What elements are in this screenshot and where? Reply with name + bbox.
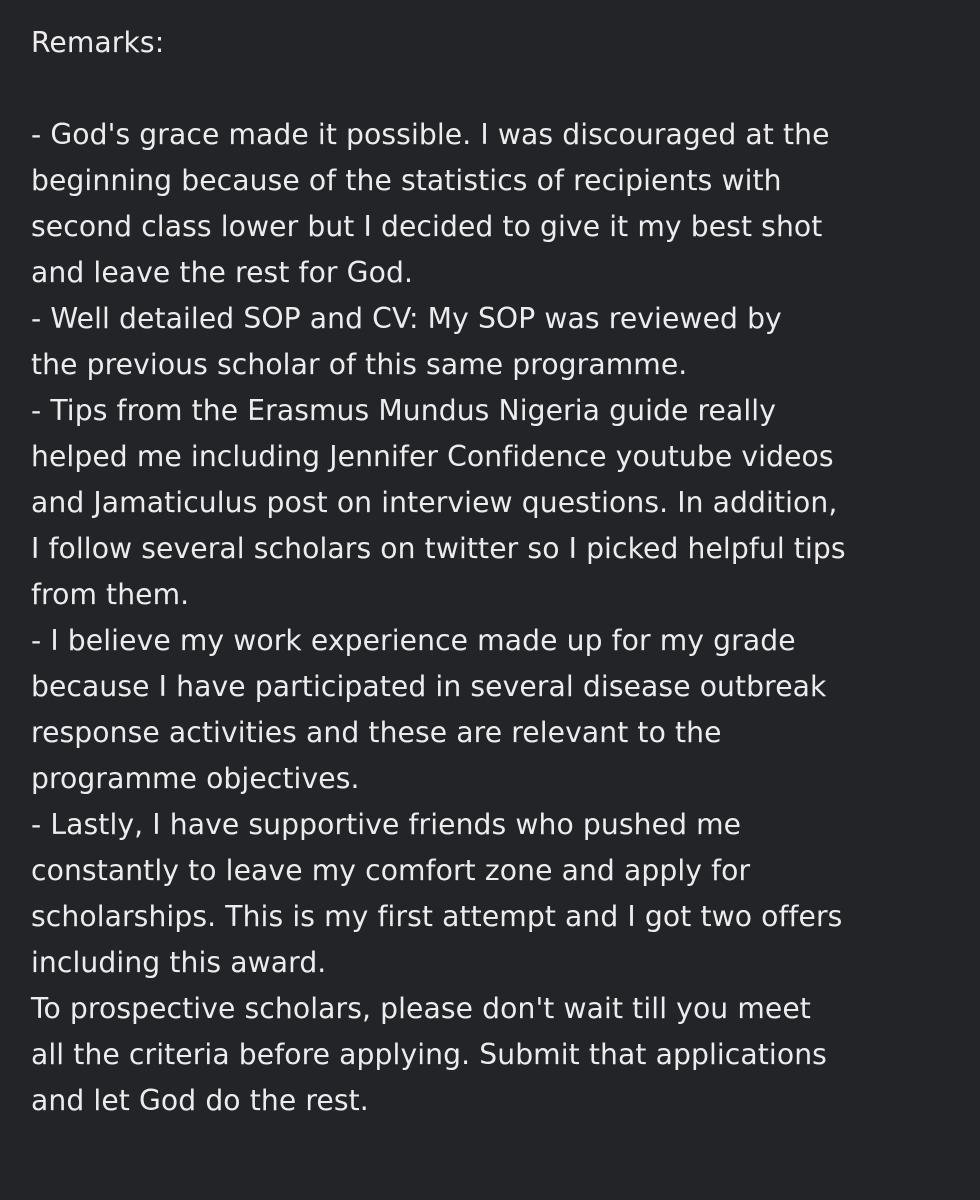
note-line: including this award. bbox=[31, 946, 327, 979]
note-line: - Lastly, I have supportive friends who pushed me bbox=[31, 808, 742, 841]
note-line: and leave the rest for God. bbox=[31, 256, 414, 289]
note-line: constantly to leave my comfort zone and apply for bbox=[31, 854, 751, 887]
note-line: programme objectives. bbox=[31, 762, 360, 795]
note-line: the previous scholar of this same programme. bbox=[31, 348, 688, 381]
note-line: second class lower but I decided to give it my best shot bbox=[31, 210, 823, 243]
note-line: and let God do the rest. bbox=[31, 1084, 369, 1117]
note-line: I follow several scholars on twitter so I picked helpful tips bbox=[31, 532, 846, 565]
note-line: - Well detailed SOP and CV: My SOP was reviewed by bbox=[31, 302, 782, 335]
note-line: response activities and these are relevant to the bbox=[31, 716, 722, 749]
note-line: - God's grace made it possible. I was discouraged at the bbox=[31, 118, 830, 151]
note-line: - Tips from the Erasmus Mundus Nigeria guide really bbox=[31, 394, 777, 427]
note-line: because I have participated in several disease outbreak bbox=[31, 670, 827, 703]
note-line: from them. bbox=[31, 578, 190, 611]
note-heading: Remarks: bbox=[31, 26, 165, 59]
note-line: - I believe my work experience made up for my grade bbox=[31, 624, 796, 657]
note-line: scholarships. This is my first attempt and I got two offers bbox=[31, 900, 843, 933]
note-line: and Jamaticulus post on interview questions. In addition, bbox=[31, 486, 838, 519]
note-line: all the criteria before applying. Submit that applications bbox=[31, 1038, 827, 1071]
blank-line bbox=[31, 66, 966, 112]
note-line: helped me including Jennifer Confidence youtube videos bbox=[31, 440, 834, 473]
note-line: To prospective scholars, please don't wait till you meet bbox=[31, 992, 811, 1025]
note-line: beginning because of the statistics of recipients with bbox=[31, 164, 782, 197]
note-text-body[interactable] bbox=[31, 20, 966, 1124]
